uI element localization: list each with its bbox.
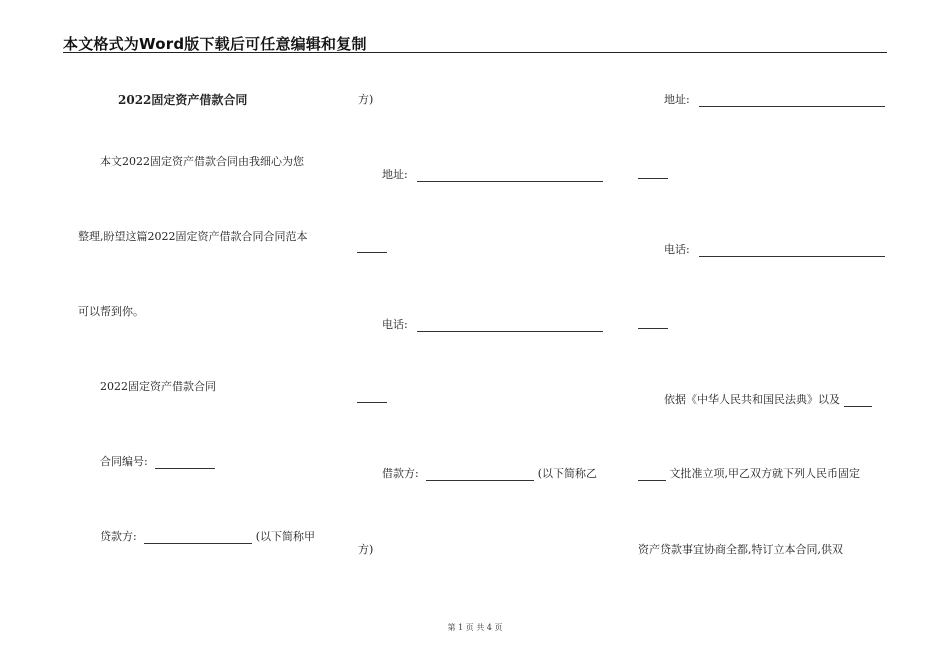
intro-line-2: 整理,盼望这篇2022固定资产借款合同合同范本 (78, 230, 308, 243)
lender-blank (144, 532, 252, 544)
page-number: 第 1 页 共 4 页 (447, 623, 503, 632)
borrower-address-blank (699, 95, 885, 107)
lender-suffix: (以下简称甲 (255, 530, 316, 543)
lender-phone-label: 电话: (382, 318, 408, 331)
document-title: 2022固定资产借款合同 (118, 93, 248, 107)
basis-text: 依据《中华人民共和国民法典》以及 (664, 393, 840, 406)
lender-address-label: 地址: (382, 168, 408, 181)
borrower-address-label: 地址: (664, 93, 690, 106)
borrower-phone-row (664, 243, 885, 257)
borrower-row (382, 467, 597, 481)
lender-row (100, 530, 315, 544)
intro-line-1: 本文2022固定资产借款合同由我细心为您 (100, 155, 304, 168)
lender-phone-row (382, 318, 603, 332)
lender-label: 贷款方: (100, 530, 137, 543)
lender-address-blank (417, 170, 603, 182)
lender-phone-blank (417, 320, 603, 332)
borrower-label: 借款方: (382, 467, 419, 480)
contract-number-blank (155, 457, 215, 469)
header-rule (63, 52, 887, 53)
contract-number-label: 合同编号: (100, 455, 148, 468)
approval-row (638, 467, 860, 481)
lender-address-blank-cont (357, 252, 387, 253)
intro-line-3: 可以帮到你。 (78, 305, 144, 318)
approval-blank (638, 469, 666, 481)
basis-row (664, 393, 872, 407)
borrower-suffix: (以下简称乙 (537, 467, 598, 480)
contract-subtitle: 2022固定资产借款合同 (100, 380, 216, 393)
document-header-title: 本文格式为Word版下载后可任意编辑和复制 (63, 35, 367, 53)
lender-phone-blank-cont (357, 402, 387, 403)
lender-address-row (382, 168, 603, 182)
borrower-phone-label: 电话: (664, 243, 690, 256)
borrower-address-blank-cont (638, 178, 668, 179)
borrower-blank (426, 469, 534, 481)
borrower-phone-blank (699, 245, 885, 257)
basis-blank (844, 395, 872, 407)
borrower-phone-blank-cont (638, 328, 668, 329)
borrower-address-row (664, 93, 885, 107)
borrower-fang-continuation: 方) (358, 543, 374, 556)
approval-text: 文批准立项,甲乙双方就下列人民币固定 (669, 467, 860, 480)
lender-fang-continuation: 方) (358, 93, 374, 106)
loan-text: 资产贷款事宜协商全都,特订立本合同,供双 (638, 543, 843, 556)
contract-number-row (100, 455, 215, 469)
